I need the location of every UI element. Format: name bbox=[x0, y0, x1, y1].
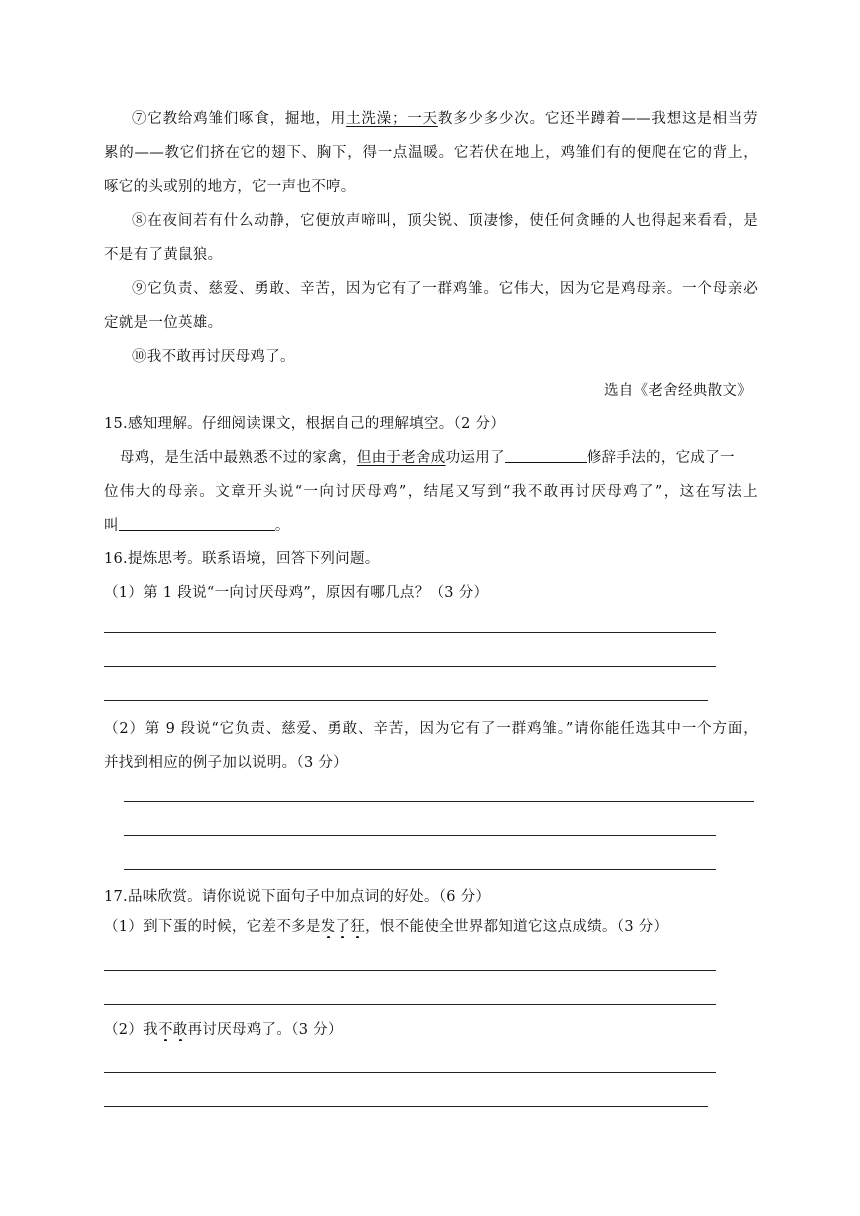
p7-underlined-phrase: 土洗澡；一天 bbox=[346, 111, 438, 127]
q15-line-3 bbox=[104, 515, 758, 537]
q15-title: 15.感知理解。仔细阅读课文，根据自己的理解填空。（2 分） bbox=[104, 416, 506, 432]
q17-1-text-b: ，恨不能使全世界都知道它这点成绩。（3 分） bbox=[365, 919, 669, 935]
q17-2-dotted-char-2: 敢 bbox=[172, 1022, 188, 1038]
q15-text-d: 叫 bbox=[104, 518, 119, 534]
q17-sub-1 bbox=[104, 916, 758, 938]
q16-1-answer-line-1[interactable] bbox=[104, 632, 716, 633]
p8-line-2: 不是有了黄鼠狼。 bbox=[104, 247, 223, 263]
q17-1-dotted-char-2: 了 bbox=[335, 919, 351, 935]
q16-2-answer-line-3[interactable] bbox=[124, 869, 716, 870]
q16-2-answer-line-1[interactable] bbox=[124, 801, 754, 802]
q17-title: 17.品味欣赏。请你说说下面句子中加点词的好处。（6 分） bbox=[104, 889, 491, 905]
q17-2-dotted-char-1: 不 bbox=[157, 1022, 173, 1038]
q16-1-answer-line-2[interactable] bbox=[104, 666, 716, 667]
source-citation: 选自《老舍经典散文》 bbox=[604, 383, 752, 399]
p9-line-2: 定就是一位英雄。 bbox=[104, 315, 223, 331]
q15-text-a: 母鸡，是生活中最熟悉不过的家禽， bbox=[120, 450, 357, 466]
q16-title: 16.提炼思考。联系语境，回答下列问题。 bbox=[104, 551, 380, 567]
p7-line-3: 啄它的头或别的地方，它一声也不哼。 bbox=[104, 179, 356, 195]
p7-text-b: 教多少多少次。它还半蹲着——我想这是相当劳 bbox=[437, 111, 758, 127]
q17-1-answer-line-1[interactable] bbox=[104, 970, 716, 971]
q17-1-dotted-char-1: 发 bbox=[320, 919, 336, 935]
q15-blank-technique[interactable] bbox=[119, 516, 275, 531]
q17-1-text-a: （1）到下蛋的时候，它差不多是 bbox=[104, 919, 321, 935]
q15-underlined-phrase: 但由于老舍成 bbox=[356, 450, 446, 466]
q15-blank-rhetoric[interactable] bbox=[505, 448, 587, 463]
p7-line-1 bbox=[104, 108, 758, 130]
q15-text-e: 。 bbox=[274, 518, 290, 534]
q15-text-b: 功运用了 bbox=[445, 450, 505, 466]
p9-line-1: ⑨它负责、慈爱、勇敢、辛苦，因为它有了一群鸡雏。它伟大，因为它是鸡母亲。一个母亲必 bbox=[132, 281, 758, 297]
q17-1-dotted-char-3: 狂 bbox=[350, 919, 366, 935]
q16-1-answer-line-3[interactable] bbox=[104, 700, 708, 701]
p7-text-a: ⑦它教给鸡雏们啄食，掘地，用 bbox=[132, 111, 347, 127]
q16-2-answer-line-2[interactable] bbox=[124, 835, 716, 836]
q17-2-text-a: （2）我 bbox=[104, 1022, 158, 1038]
q15-line-1 bbox=[104, 447, 758, 469]
p10-line: ⑩我不敢再讨厌母鸡了。 bbox=[132, 349, 295, 365]
q17-2-text-b: 再讨厌母鸡了。（3 分） bbox=[187, 1022, 343, 1038]
q17-2-answer-line-1[interactable] bbox=[104, 1072, 716, 1073]
q15-line-2: 位伟大的母亲。文章开头说“一向讨厌母鸡”，结尾又写到“我不敢再讨厌母鸡了”，这在写法上 bbox=[104, 484, 758, 500]
p8-line-1: ⑧在夜间若有什么动静，它便放声啼叫，顶尖锐、顶凄惨，使任何贪睡的人也得起来看看，是 bbox=[132, 213, 758, 229]
q17-2-answer-line-2[interactable] bbox=[104, 1106, 708, 1107]
q17-1-answer-line-2[interactable] bbox=[104, 1004, 716, 1005]
p7-line-2: 累的——教它们挤在它的翅下、胸下，得一点温暖。它若伏在地上，鸡雏们有的便爬在它的背上， bbox=[104, 145, 758, 161]
q16-sub-1: （1）第 1 段说“一向讨厌母鸡”，原因有哪几点？（3 分） bbox=[104, 585, 489, 601]
q16-sub-2-line-1: （2）第 9 段说“它负责、慈爱、勇敢、辛苦，因为它有了一群鸡雏。”请你能任选其中一个方面， bbox=[104, 721, 758, 737]
q15-text-c: 修辞手法的，它成了一 bbox=[586, 450, 735, 466]
q16-sub-2-line-2: 并找到相应的例子加以说明。（3 分） bbox=[104, 755, 348, 771]
q17-sub-2 bbox=[104, 1019, 758, 1041]
